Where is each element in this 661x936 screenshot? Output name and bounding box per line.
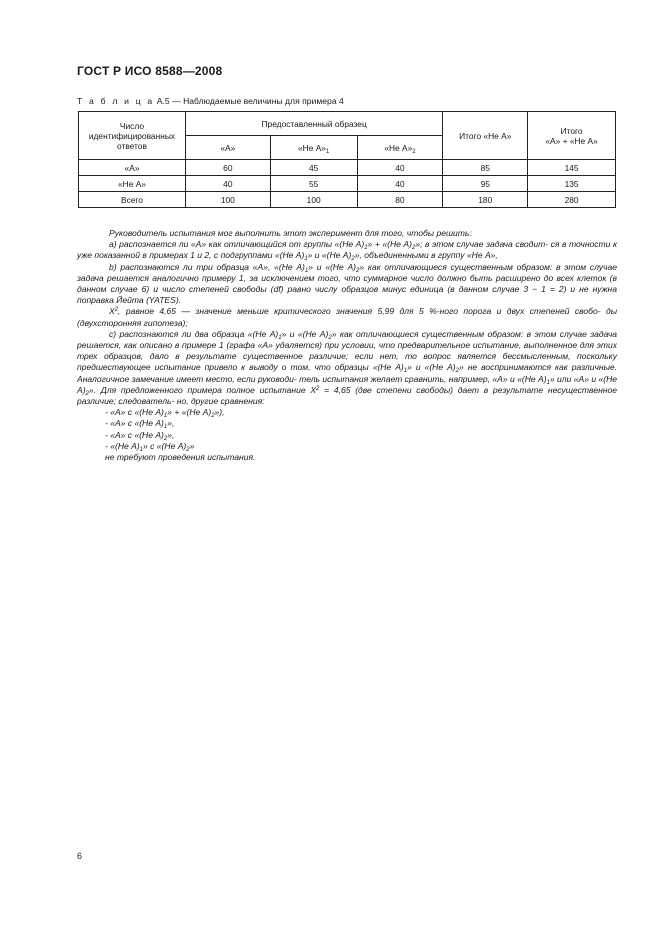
cell-not-a2: 80 — [357, 192, 443, 208]
table-caption-title: А.5 — Наблюдаемые величины для примера 4 — [156, 96, 344, 106]
paragraph-b: b) распознаются ли три образца «А», «(Не $А)_1$» и «(Не $А)_2$» как отличающиеся существенным образом: в этом случае задача решается аналогично примеру 1, за исключением того, что суммарное число должно быть расширено до всех клеток (в данном случае 6) и число степеней свободы (df) равно числу образцов минус единица (в данном случае 3 − 1 = 2) и не нужна поправка Йейта (YATES). — [77, 261, 617, 306]
observed-values-table — [78, 111, 616, 208]
list-item: - «А» с «(Не $А)_2$», — [105, 429, 175, 442]
paragraph-a: а) распознается ли «А» как отличающийся от группы «(Не $А)_1$» + «(Не $А)_2$»; в этом случае задача сводит- ся в точности к уже показанной в примерах 1 и 2, с подгруппами «(Не $А)_1$» и «(Не $А)_2$», объединенными в группу «Не А», — [77, 239, 617, 263]
cell-a: 100 — [185, 192, 270, 208]
header-responses: Число идентифицированных ответов — [79, 112, 186, 160]
header-total-not-a: Итого «Не А» — [443, 112, 528, 160]
page-number: 6 — [77, 851, 83, 861]
document-header: ГОСТ Р ИСО 8588—2008 — [77, 64, 223, 78]
table-row — [79, 176, 616, 192]
header-not-a2: «Не $А»_2$ — [357, 136, 443, 160]
cell-a: 60 — [185, 160, 270, 176]
paragraph-c: с) распознаются ли два образца «(Не $А)_1$» и «(Не $А)_2$» как отличающиеся существенным образом: в этом случае задача решается, как описано в примере 1 (графа «А» удаляется) при условии, что предварительное испытание, выполненное для этих трех образцов, дало в результате существенное различие; если нет, то вопрос является бессмысленным, поскольку предшествующее испытание привело к выводу о том, что образцы «(Не $А)_1$» и «(Не $А)_2$» не воспринимаются как различные. Аналогичное замечание имеет место, если руководи- тель испытания желает сравнить, например, «А» и «(Не $А)_1$» или «А» и «(Не $А)_2$». Для предложенного примера полное испытание $X^2 = 4,65$ (две степени свободы) дает в результате несущественное различие; следователь- но, другие сравнения: — [77, 328, 618, 407]
cell-not-a1: 45 — [270, 160, 357, 176]
header-samples-group: Предоставленный образец — [185, 112, 442, 136]
cell-total: 280 — [528, 192, 616, 208]
cell-not-a1: 55 — [270, 176, 357, 192]
cell-not-a1: 100 — [270, 192, 357, 208]
table-caption-label: Т а б л и ц а — [77, 96, 155, 106]
header-not-a1: «Не $А»_1$ — [270, 136, 357, 160]
cell-total: 145 — [528, 160, 616, 176]
paragraph-chi-square: $X^2$, равное 4,65 — значение меньше критического значения 5,99 для 5 %-ного порога и двух степеней свобо- ды (двухсторонняя гипотеза); — [77, 306, 617, 328]
cell-total: 135 — [528, 176, 616, 192]
table-caption — [77, 96, 344, 106]
header-a: «А» — [185, 136, 270, 160]
body-text — [77, 228, 617, 463]
cell-total-not-a: 180 — [443, 192, 528, 208]
cell-total-not-a: 85 — [443, 160, 528, 176]
header-total: Итого «А» + «Не А» — [528, 112, 616, 160]
table-row — [79, 192, 616, 208]
table-row — [79, 160, 616, 176]
list-item: - «А» с «(Не $А)_1$», — [105, 418, 175, 431]
row-label: «А» — [79, 160, 186, 176]
cell-not-a2: 40 — [357, 160, 443, 176]
row-label: Всего — [79, 192, 186, 208]
list-item: - «А» с «(Не $А)_1$» + «(Не $А)_2$»), — [105, 407, 225, 420]
cell-total-not-a: 95 — [443, 176, 528, 192]
row-label: «Не А» — [79, 176, 186, 192]
cell-not-a2: 40 — [357, 176, 443, 192]
list-item: - «(Не $А)_1$» с «(Не $А)_2$» — [105, 440, 195, 453]
intro-paragraph: Руководитель испытания мог выполнить этот эксперимент для того, чтобы решить: — [109, 228, 472, 238]
cell-a: 40 — [185, 176, 270, 192]
closing-line: не требуют проведения испытания. — [105, 452, 256, 463]
